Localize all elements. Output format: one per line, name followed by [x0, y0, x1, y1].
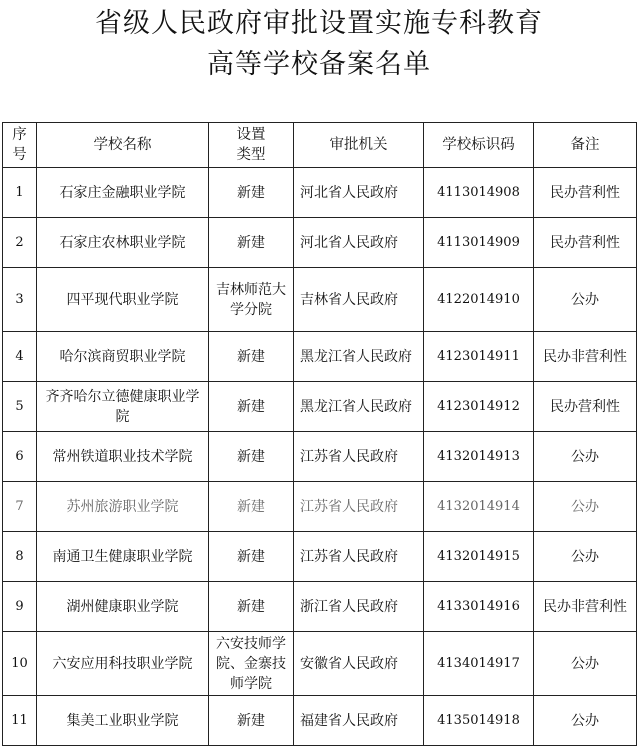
- table-row: [3, 532, 637, 582]
- header-authority: 审批机关: [294, 123, 424, 168]
- header-seq: 序 号: [3, 123, 37, 168]
- cell-school-name: 南通卫生健康职业学院: [37, 532, 209, 582]
- cell-authority: 浙江省人民政府: [294, 582, 424, 632]
- cell-seq: 7: [3, 482, 37, 532]
- cell-school-code: 4113014908: [424, 168, 534, 218]
- table-row: [3, 218, 637, 268]
- table-row: [3, 582, 637, 632]
- cell-note: 公办: [534, 432, 637, 482]
- header-school-name: 学校名称: [37, 123, 209, 168]
- header-setup-type: 设置 类型: [209, 123, 294, 168]
- cell-setup-type: 新建: [209, 482, 294, 532]
- cell-seq: 1: [3, 168, 37, 218]
- document-title: [0, 0, 638, 85]
- cell-authority: 吉林省人民政府: [294, 268, 424, 332]
- table-row: [3, 332, 637, 382]
- cell-authority: 河北省人民政府: [294, 168, 424, 218]
- cell-setup-type: 新建: [209, 382, 294, 432]
- cell-authority: 黑龙江省人民政府: [294, 332, 424, 382]
- cell-note: 民办非营利性: [534, 332, 637, 382]
- cell-school-name: 石家庄金融职业学院: [37, 168, 209, 218]
- cell-seq: 9: [3, 582, 37, 632]
- cell-school-name: 哈尔滨商贸职业学院: [37, 332, 209, 382]
- cell-school-name: 四平现代职业学院: [37, 268, 209, 332]
- cell-authority: 安徽省人民政府: [294, 632, 424, 696]
- cell-school-name: 齐齐哈尔立德健康职业学院: [37, 382, 209, 432]
- cell-school-name: 石家庄农林职业学院: [37, 218, 209, 268]
- cell-school-code: 4135014918: [424, 696, 534, 746]
- title-line-1: 省级人民政府审批设置实施专科教育: [95, 8, 543, 39]
- cell-school-name: 集美工业职业学院: [37, 696, 209, 746]
- cell-school-code: 4132014914: [424, 482, 534, 532]
- cell-school-name: 苏州旅游职业学院: [37, 482, 209, 532]
- cell-note: 公办: [534, 482, 637, 532]
- cell-setup-type: 新建: [209, 432, 294, 482]
- table-row: [3, 482, 637, 532]
- cell-authority: 江苏省人民政府: [294, 532, 424, 582]
- table-row: [3, 382, 637, 432]
- table-header-row: [3, 123, 637, 168]
- table-row: [3, 696, 637, 746]
- table-row: [3, 268, 637, 332]
- cell-seq: 2: [3, 218, 37, 268]
- cell-setup-type: 新建: [209, 168, 294, 218]
- cell-setup-type: 吉林师范大学分院: [209, 268, 294, 332]
- cell-setup-type: 新建: [209, 582, 294, 632]
- table-row: [3, 168, 637, 218]
- table-body: [3, 168, 637, 746]
- cell-setup-type: 新建: [209, 218, 294, 268]
- cell-school-code: 4134014917: [424, 632, 534, 696]
- table-row: [3, 432, 637, 482]
- cell-setup-type: 新建: [209, 532, 294, 582]
- cell-note: 公办: [534, 632, 637, 696]
- school-filing-table: [2, 122, 637, 746]
- cell-school-code: 4123014912: [424, 382, 534, 432]
- table-row: [3, 632, 637, 696]
- cell-school-name: 湖州健康职业学院: [37, 582, 209, 632]
- cell-note: 民办非营利性: [534, 582, 637, 632]
- cell-setup-type: 新建: [209, 332, 294, 382]
- cell-school-code: 4133014916: [424, 582, 534, 632]
- cell-seq: 5: [3, 382, 37, 432]
- cell-seq: 10: [3, 632, 37, 696]
- cell-authority: 河北省人民政府: [294, 218, 424, 268]
- cell-seq: 8: [3, 532, 37, 582]
- cell-note: 公办: [534, 696, 637, 746]
- cell-note: 民办营利性: [534, 218, 637, 268]
- cell-school-code: 4122014910: [424, 268, 534, 332]
- cell-authority: 江苏省人民政府: [294, 432, 424, 482]
- header-school-code: 学校标识码: [424, 123, 534, 168]
- cell-seq: 6: [3, 432, 37, 482]
- cell-school-name: 六安应用科技职业学院: [37, 632, 209, 696]
- cell-note: 公办: [534, 532, 637, 582]
- cell-setup-type: 六安技师学院、金寨技师学院: [209, 632, 294, 696]
- header-note: 备注: [534, 123, 637, 168]
- title-line-2: 高等学校备案名单: [207, 49, 431, 80]
- cell-authority: 黑龙江省人民政府: [294, 382, 424, 432]
- cell-seq: 4: [3, 332, 37, 382]
- cell-school-code: 4132014915: [424, 532, 534, 582]
- cell-note: 公办: [534, 268, 637, 332]
- cell-authority: 江苏省人民政府: [294, 482, 424, 532]
- cell-school-name: 常州铁道职业技术学院: [37, 432, 209, 482]
- cell-authority: 福建省人民政府: [294, 696, 424, 746]
- cell-seq: 3: [3, 268, 37, 332]
- cell-setup-type: 新建: [209, 696, 294, 746]
- cell-note: 民办营利性: [534, 382, 637, 432]
- cell-seq: 11: [3, 696, 37, 746]
- cell-school-code: 4113014909: [424, 218, 534, 268]
- cell-school-code: 4132014913: [424, 432, 534, 482]
- cell-school-code: 4123014911: [424, 332, 534, 382]
- cell-note: 民办营利性: [534, 168, 637, 218]
